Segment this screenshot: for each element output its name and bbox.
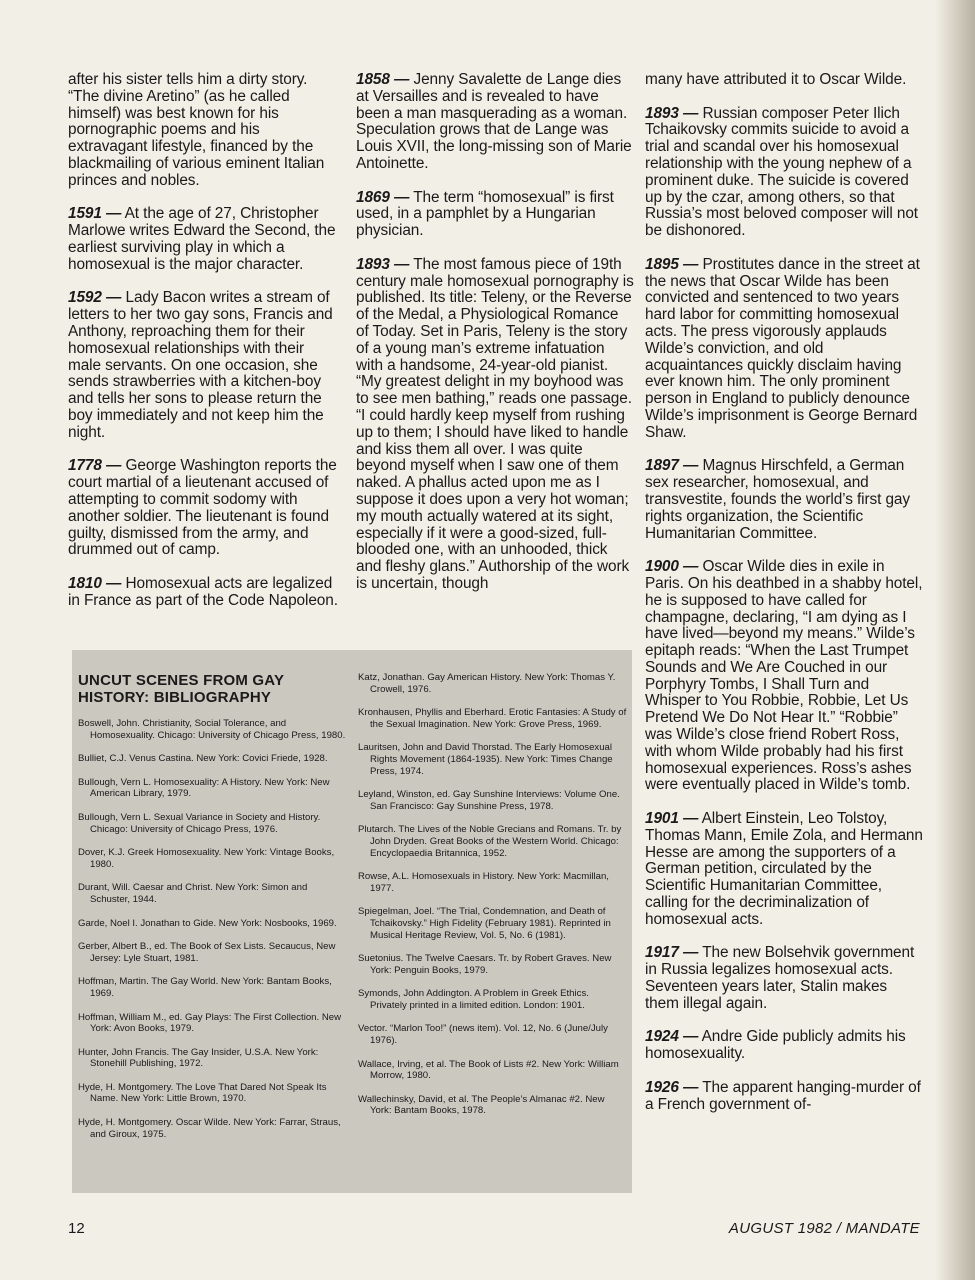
timeline-year: 1858 —	[356, 71, 410, 88]
text-column-2	[356, 72, 634, 610]
bibliography-entry: Hyde, H. Montgomery. Oscar Wilde. New York: Farrar, Straus, and Giroux, 1975.	[78, 1117, 341, 1140]
bibliography-entry: Bullough, Vern L. Sexual Variance in Society and History. Chicago: University of Chicago Press, 1976.	[78, 811, 321, 835]
timeline-text: The most famous piece of 19th century male homosexual pornography is published. Its title: Teleny, or the Reverse of the Medal, a Physiological Romance of Today. Set in Paris, Teleny is the story of a young man’s extreme infatuation with a handsome, 24-year-old pianist. “My greatest delight in my boyhood was to see men bathing,” reads one passage. “I could hardly keep myself from rushing up to them; I should have liked to handle and kiss them all over. I was quite beyond myself when I saw one of them naked. A phallus acted upon me as I suppose it does upon a very hot woman; my mouth actually watered at its sight, especially if it were a good-sized, full-blooded one, with an unhooded, thick and fleshy glans.” Authorship of the work is uncertain, though	[356, 255, 634, 592]
timeline-text: Homosexual acts are legalized in France as part of the Code Napoleon.	[68, 574, 338, 609]
bibliography-entry: Katz, Jonathan. Gay American History. New York: Thomas Y. Crowell, 1976.	[358, 672, 616, 695]
bibliography-entry: Rowse, A.L. Homosexuals in History. New York: Macmillan, 1977.	[358, 871, 609, 894]
timeline-year: 1591 —	[68, 205, 122, 223]
timeline-text: Lady Bacon writes a stream of letters to her two gay sons, Francis and Anthony, reproaching them for their homosexual relationships with their male servants. On one occasion, she sends strawberries with a kitchen-boy and tells her sons to please return the boy immediately and not keep him the night.	[68, 289, 333, 441]
timeline-year: 1778 —	[68, 457, 122, 475]
timeline-entry	[356, 190, 634, 240]
bibliography-entry: Hyde, H. Montgomery. The Love That Dared Not Speak Its Name. New York: Little Brown, 1970.	[78, 1081, 327, 1105]
timeline-entry	[68, 576, 340, 610]
timeline-text: The new Bolsehvik government in Russia legalizes homosexual acts. Seventeen years later, Stalin makes them illegal again.	[645, 944, 915, 1012]
text-column-3	[645, 72, 923, 1130]
timeline-year: 1869 —	[356, 188, 410, 206]
timeline-text: Magnus Hirschfeld, a German sex researcher, homosexual, and transvestite, founds the world’s first gay rights organization, the Scientific Humanitarian Committee.	[645, 457, 910, 542]
bibliography-entry: Gerber, Albert B., ed. The Book of Sex Lists. Secaucus, New Jersey: Lyle Stuart, 1981.	[78, 941, 336, 964]
timeline-text: Oscar Wilde dies in exile in Paris. On his deathbed in a shabby hotel, he is supposed to have called for champagne, declaring, “I am dying as I have lived—beyond my means.” Wilde’s epitaph reads: “When the Last Trumpet Sounds and We Are Couched in our Porphyry Tombs, I Shall Turn and Whisper to You Robbie, Robbie, Let Us Pretend We Do Not Hear It.” “Robbie” was Wilde’s close friend Robert Ross, with whom Wilde probably had his first homosexual experiences. Ross’s ashes were eventually placed in Wilde’s tomb.	[645, 558, 923, 794]
timeline-text: Russian composer Peter Ilich Tchaikovsky commits suicide to avoid a trial and scandal over his homosexual relationship with the young nephew of a prominent duke. The suicide is covered up by the czar, among others, so that Russia’s most beloved composer will not be dishonored.	[645, 104, 918, 240]
bibliography-entry: Spiegelman, Joel. “The Trial, Condemnation, and Death of Tchaikovsky.” High Fidelity (February 1981). Reprinted in Musical Heritage Review, Vol. 5, No. 6 (1981).	[358, 906, 611, 941]
timeline-entry	[356, 257, 634, 593]
timeline-entry	[645, 72, 923, 89]
bibliography-entry: Hunter, John Francis. The Gay Insider, U.S.A. New York: Stonehill Publishing, 1972.	[78, 1046, 319, 1070]
timeline-text: George Washington reports the court martial of a lieutenant accused of attempting to commit sodomy with another soldier. The lieutenant is found guilty, dismissed from the army, and drummed out of camp.	[68, 457, 337, 559]
timeline-entry	[68, 458, 340, 559]
timeline-entry	[68, 290, 340, 441]
timeline-text: At the age of 27, Christopher Marlowe writes Edward the Second, the earliest surviving play in which a homosexual is the major character.	[68, 205, 336, 273]
bibliography-box	[72, 650, 632, 1193]
timeline-entry	[645, 1080, 923, 1114]
timeline-text: Andre Gide publicly admits his homosexuality.	[645, 1028, 906, 1063]
bibliography-entry: Dover, K.J. Greek Homosexuality. New York: Vintage Books, 1980.	[78, 847, 335, 870]
timeline-year: 1924 —	[645, 1028, 699, 1046]
timeline-year: 1893 —	[356, 255, 410, 273]
timeline-entry	[356, 72, 634, 173]
timeline-text: Prostitutes dance in the street at the news that Oscar Wilde has been convicted and sentenced to two years hard labor for committing homosexual acts. The press vigorously applauds Wilde’s conviction, and old acquaintances quickly disclaim having ever known him. The only prominent person in England to publicly denounce Wilde’s imprisonment is George Bernard Shaw.	[645, 255, 920, 441]
timeline-text: The term “homosexual” is first used, in a pamphlet by a Hungarian physician.	[356, 188, 614, 240]
bibliography-column-left	[78, 672, 348, 1152]
timeline-text: Jenny Savalette de Lange dies at Versailles and is revealed to have been a man masquerading as a woman. Speculation grows that de Lange was Louis XVII, the long-missing son of Marie Antoinette.	[356, 71, 632, 172]
bibliography-entry: Bullough, Vern L. Homosexuality: A History. New York: New American Library, 1979.	[78, 776, 330, 800]
timeline-entry	[645, 559, 923, 794]
bibliography-entry: Vector. “Marlon Too!” (news item). Vol. 12, No. 6 (June/July 1976).	[358, 1023, 608, 1047]
timeline-entry	[68, 206, 340, 273]
bibliography-entry: Lauritsen, John and David Thorstad. The Early Homosexual Rights Movement (1864-1935). New York: Times Change Press, 1974.	[358, 742, 613, 777]
timeline-year: 1926 —	[645, 1078, 699, 1096]
bibliography-entry: Kronhausen, Phyllis and Eberhard. Erotic Fantasies: A Study of the Sexual Imagination. New York: Grove Press, 1969.	[358, 707, 627, 730]
timeline-entry	[645, 945, 923, 1012]
timeline-year: 1901 —	[645, 810, 699, 828]
timeline-year: 1895 —	[645, 255, 699, 273]
page-edge-shadow	[935, 0, 975, 1280]
bibliography-entry: Wallechinsky, David, et al. The People’s Almanac #2. New York: Bantam Books, 1978.	[358, 1093, 605, 1117]
timeline-text: Albert Einstein, Leo Tolstoy, Thomas Mann, Emile Zola, and Hermann Hesse are among the supporters of a German petition, circulated by the Scientific Humanitarian Committee, calling for the decriminalization of homosexual acts.	[645, 810, 923, 928]
running-head: AUGUST 1982 / MANDATE	[728, 1220, 920, 1237]
timeline-year: 1897 —	[645, 457, 699, 475]
bibliography-entry: Symonds, John Addington. A Problem in Greek Ethics. Privately printed in a limited edition. London: 1901.	[358, 988, 589, 1011]
timeline-year: 1893 —	[645, 104, 699, 122]
timeline-year: 1917 —	[645, 944, 699, 962]
bibliography-entry: Leyland, Winston, ed. Gay Sunshine Interviews: Volume One. San Francisco: Gay Sunshine Press, 1978.	[358, 789, 620, 812]
timeline-year: 1592 —	[68, 289, 122, 307]
timeline-year: 1900 —	[645, 558, 699, 576]
bibliography-column-right	[358, 672, 628, 1129]
timeline-text: many have attributed it to Oscar Wilde.	[645, 71, 907, 88]
bibliography-entry: Durant, Will. Caesar and Christ. New York: Simon and Schuster, 1944.	[78, 882, 308, 905]
timeline-year: 1810 —	[68, 574, 122, 592]
bibliography-entry: Hoffman, Martin. The Gay World. New York: Bantam Books, 1969.	[78, 976, 332, 999]
bibliography-entry: Garde, Noel I. Jonathan to Gide. New York: Nosbooks, 1969.	[78, 917, 337, 929]
page-number: 12	[68, 1220, 85, 1237]
timeline-entry	[645, 811, 923, 929]
timeline-text: after his sister tells him a dirty story. “The divine Aretino” (as he called himself) was best known for his pornographic poems and his extravagant lifestyle, financed by the blackmailing of various eminent Italian princes and nobles.	[68, 71, 325, 189]
bibliography-entry: Boswell, John. Christianity, Social Tolerance, and Homosexuality. Chicago: University of Chicago Press, 1980.	[78, 718, 346, 741]
bibliography-entry: Hoffman, William M., ed. Gay Plays: The First Collection. New York: Avon Books, 1979.	[78, 1011, 342, 1035]
timeline-entry	[645, 106, 923, 240]
bibliography-entry: Plutarch. The Lives of the Noble Grecians and Romans. Tr. by John Dryden. Great Books of the Western World. Chicago: Encyclopaedia Britannica, 1952.	[358, 824, 622, 859]
timeline-entry	[68, 72, 340, 190]
bibliography-entry: Wallace, Irving, et al. The Book of Lists #2. New York: William Morrow, 1980.	[358, 1058, 619, 1082]
timeline-entry	[645, 257, 923, 442]
bibliography-title: UNCUT SCENES FROM GAY HISTORY: BIBLIOGRAPHY	[78, 672, 284, 706]
timeline-text: The apparent hanging-murder of a French government of-	[645, 1078, 921, 1113]
text-column-1	[68, 72, 340, 626]
timeline-entry	[645, 458, 923, 542]
bibliography-entry: Bulliet, C.J. Venus Castina. New York: Covici Friede, 1928.	[78, 753, 328, 765]
timeline-entry	[645, 1029, 923, 1063]
bibliography-entry: Suetonius. The Twelve Caesars. Tr. by Robert Graves. New York: Penguin Books, 1979.	[358, 953, 612, 976]
